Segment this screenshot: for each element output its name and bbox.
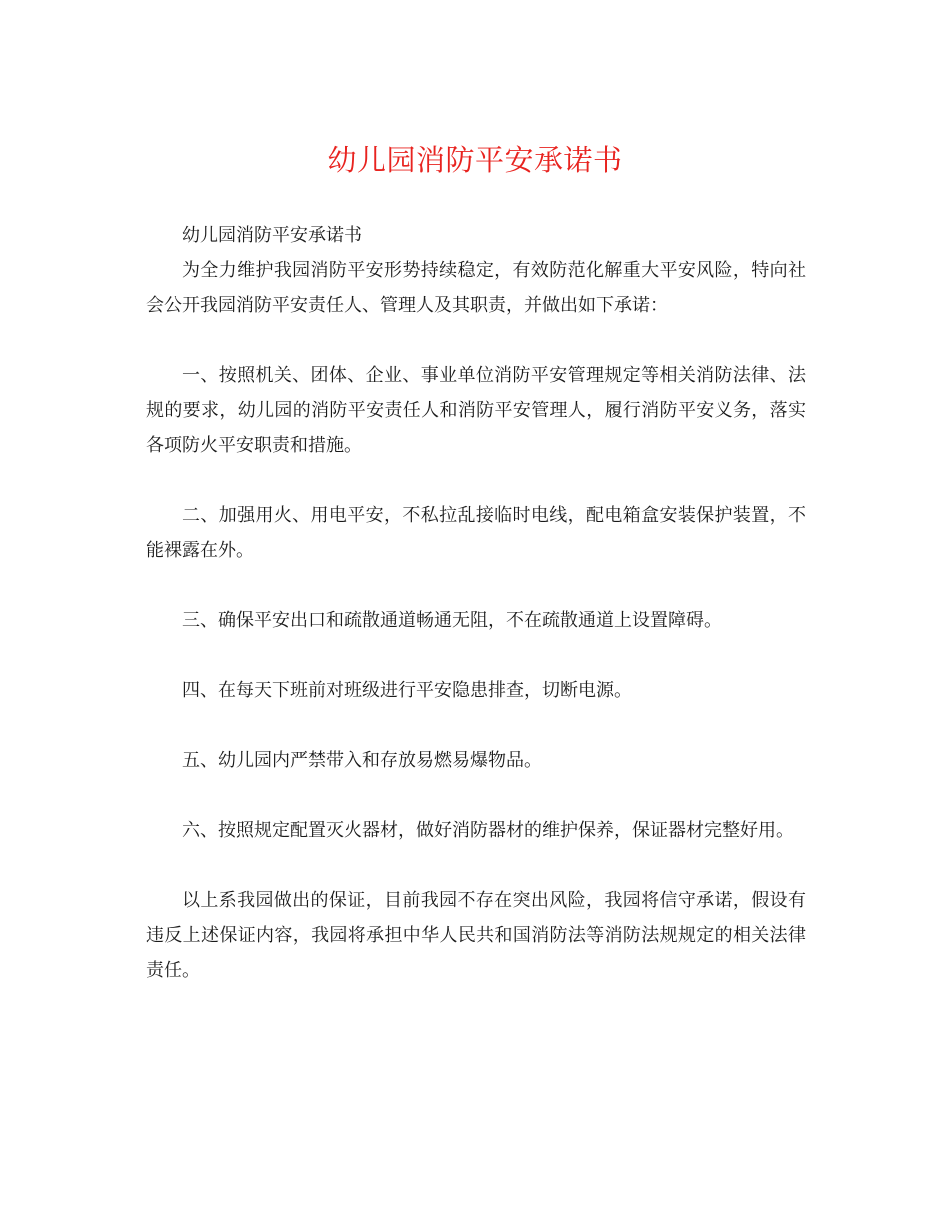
- commitment-item-2: 二、加强用火、用电平安，不私拉乱接临时电线，配电箱盒安装保护装置，不能裸露在外。: [146, 505, 806, 561]
- paragraph-gap: [146, 848, 806, 883]
- paragraph-gap: [146, 778, 806, 813]
- document-title: 幼儿园消防平安承诺书: [327, 143, 623, 177]
- paragraph-gap: [146, 323, 806, 358]
- commitment-item-3: 三、确保平安出口和疏散通道畅通无阻，不在疏散通道上设置障碍。: [182, 610, 722, 631]
- closing-paragraph: 以上系我园做出的保证，目前我园不存在突出风险，我园将信守承诺，假设有违反上述保证内容，我园将承担中华人民共和国消防法等消防法规规定的相关法律责任。: [146, 890, 806, 981]
- commitment-item-1: 一、按照机关、团体、企业、事业单位消防平安管理规定等相关消防法律、法规的要求，幼儿园的消防平安责任人和消防平安管理人，履行消防平安义务，落实各项防火平安职责和措施。: [146, 365, 806, 456]
- commitment-item-4: 四、在每天下班前对班级进行平安隐患排查，切断电源。: [182, 680, 632, 701]
- document-subtitle: 幼儿园消防平安承诺书: [182, 225, 362, 246]
- paragraph-gap: [146, 708, 806, 743]
- intro-paragraph: 为全力维护我园消防平安形势持续稳定，有效防范化解重大平安风险，特向社会公开我园消防平安责任人、管理人及其职责，并做出如下承诺：: [146, 260, 806, 316]
- paragraph-gap: [146, 568, 806, 603]
- paragraph-gap: [146, 638, 806, 673]
- commitment-item-6: 六、按照规定配置灭火器材，做好消防器材的维护保养，保证器材完整好用。: [182, 820, 794, 841]
- paragraph-gap: [146, 463, 806, 498]
- commitment-item-5: 五、幼儿园内严禁带入和存放易燃易爆物品。: [182, 750, 542, 771]
- document-body: [146, 218, 806, 988]
